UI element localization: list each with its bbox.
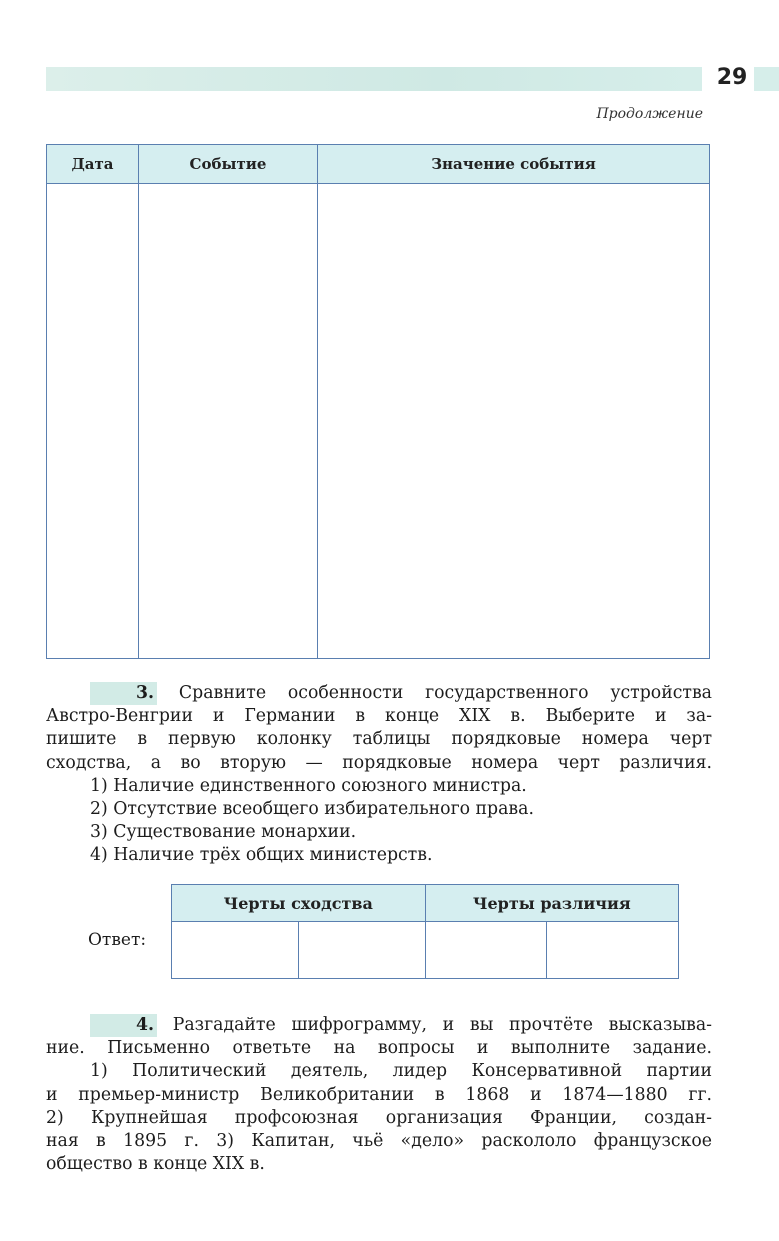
task-4-line: ная в 1895 г. 3) Капитан, чьё «дело» раскололо французское — [46, 1131, 712, 1152]
task-4-line: ние. Письменно ответьте на вопросы и выполните задание. — [46, 1038, 712, 1059]
task-3-item: 4) Наличие трёх общих министерств. — [90, 845, 433, 866]
task-3-line: пишите в первую колонку таблицы порядковые номера черт — [46, 729, 712, 750]
task-4-line: 4. Разгадайте шифрограмму, и вы прочтёте высказыва- — [46, 1014, 712, 1037]
task-4-line: 2) Крупнейшая профсоюзная организация Франции, создан- — [46, 1107, 712, 1128]
answer-label: Ответ: — [88, 930, 147, 950]
header-date: Дата — [47, 145, 139, 184]
cell-event[interactable] — [139, 184, 318, 659]
task-3-item: 3) Существование монархии. — [90, 822, 357, 843]
events-table-header-row — [47, 145, 710, 184]
continuation-label: Продолжение — [596, 106, 703, 122]
header-event: Событие — [139, 145, 318, 184]
header-similarities: Черты сходства — [172, 885, 426, 922]
answer-cell-similarity-1[interactable] — [172, 922, 299, 979]
task-3 — [46, 682, 712, 868]
task-3-item: 1) Наличие единственного союзного министра. — [90, 775, 527, 796]
answer-cell-similarity-2[interactable] — [298, 922, 425, 979]
header-bar-tail — [754, 67, 779, 91]
answer-table — [171, 884, 679, 979]
task-3-line: 3. Сравните особенности государственного устройства — [46, 682, 712, 705]
cell-date[interactable] — [47, 184, 139, 659]
task-4-line: 1) Политический деятель, лидер Консервативной партии — [90, 1061, 712, 1082]
header-significance: Значение события — [318, 145, 710, 184]
page-number: 29 — [716, 65, 748, 90]
task-3-item: 2) Отсутствие всеобщего избирательного права. — [90, 799, 534, 820]
events-table-row — [47, 184, 710, 659]
task-3-line: сходства, а во вторую — порядковые номера черт различия. — [46, 752, 712, 773]
task-4-line: и премьер-министр Великобритании в 1868 и 1874—1880 гг. — [46, 1084, 712, 1105]
task-4 — [46, 1014, 712, 1176]
answer-header-row — [172, 885, 679, 922]
task-4-line: общество в конце XIX в. — [46, 1154, 265, 1175]
events-table — [46, 144, 710, 659]
cell-significance[interactable] — [318, 184, 710, 659]
header-bar — [46, 67, 702, 91]
header-differences: Черты различия — [425, 885, 679, 922]
answer-cell-difference-1[interactable] — [425, 922, 547, 979]
answer-cell-difference-2[interactable] — [547, 922, 679, 979]
task-3-line: Австро-Венгрии и Германии в конце XIX в. Выберите и за- — [46, 706, 712, 727]
task-3-number: 3. — [90, 682, 157, 705]
answer-row — [172, 922, 679, 979]
task-4-number: 4. — [90, 1014, 157, 1037]
